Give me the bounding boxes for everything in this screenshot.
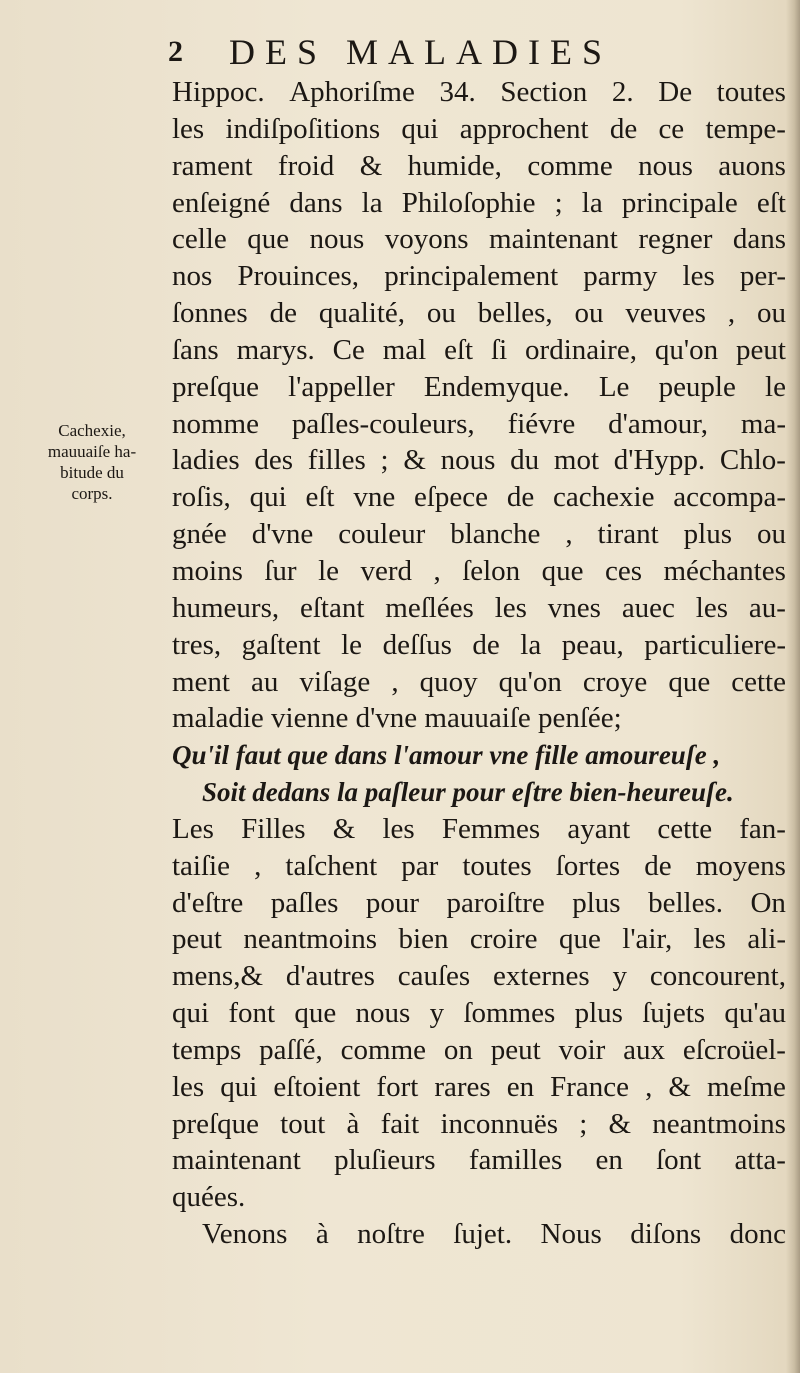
text-line: ladies des filles ; & nous du mot d'Hypp. Chlo- [172, 444, 786, 477]
text-line: Hippoc. Aphoriſme 34. Section 2. De toutes [172, 76, 786, 108]
marginal-note-line: mauuaiſe ha- [47, 442, 137, 461]
marginal-note-line: bitude du [60, 463, 124, 482]
text-line: Venons à noſtre ſujet. Nous diſons donc [202, 1218, 786, 1251]
text-line: Soit dedans la paſleur pour eſtre bien-heureuſe. [202, 777, 734, 808]
text-line: tres, gaſtent le deſſus de la peau, particuliere- [172, 628, 786, 661]
page-number: 2 [168, 35, 183, 68]
text-line: temps paſſé, comme on peut voir aux eſcroüel- [172, 1033, 786, 1066]
text-line: gnée d'vne couleur blanche , tirant plus ou [172, 518, 786, 551]
body-text [172, 74, 786, 1253]
marginal-note [28, 420, 156, 504]
marginal-note-line: Cachexie, [58, 421, 126, 440]
text-line: ment au viſage , quoy qu'on croye que cette [172, 665, 786, 698]
text-line: nomme paſles-couleurs, fiévre d'amour, ma- [172, 407, 786, 440]
running-head: DES MALADIES [229, 32, 613, 72]
text-line: taiſie , taſchent par toutes ſortes de moyens [172, 849, 786, 882]
text-line: Qu'il faut que dans l'amour vne fille amoureuſe , [172, 740, 721, 771]
text-line: qui font que nous y ſommes plus ſujets qu'au [172, 997, 786, 1030]
page-edge-shadow [786, 0, 800, 1373]
text-line: moins ſur le verd , ſelon que ces méchantes [172, 554, 786, 587]
text-line: maladie vienne d'vne mauuaiſe penſée; [172, 702, 622, 735]
text-line: enſeigné dans la Philoſophie ; la principale eſt [172, 186, 786, 219]
text-line: quées. [172, 1181, 246, 1214]
text-line: celle que nous voyons maintenant regner dans [172, 223, 786, 256]
text-line: roſis, qui eſt vne eſpece de cachexie accompa- [172, 481, 786, 514]
text-line: preſque tout à fait inconnuës ; & neantmoins [172, 1107, 786, 1140]
text-line: preſque l'appeller Endemyque. Le peuple le [172, 370, 786, 403]
page-header [168, 30, 768, 74]
text-line: nos Prouinces, principalement parmy les per- [172, 260, 786, 293]
text-line: les qui eſtoient fort rares en France , & meſme [172, 1070, 786, 1103]
text-line: ſonnes de qualité, ou belles, ou veuves , ou [172, 297, 786, 330]
text-line: les indiſpoſitions qui approchent de ce tempe- [172, 112, 786, 145]
text-line: humeurs, eſtant meſlées les vnes auec les au- [172, 591, 786, 624]
text-line: peut neantmoins bien croire que l'air, les ali- [172, 923, 786, 956]
text-line: rament froid & humide, comme nous auons [172, 149, 786, 182]
text-line: ſans marys. Ce mal eſt ſi ordinaire, qu'on peut [172, 333, 786, 366]
text-line: d'eſtre paſles pour paroiſtre plus belles. On [172, 886, 786, 919]
text-line: Les Filles & les Femmes ayant cette fan- [172, 812, 786, 845]
text-line: maintenant pluſieurs familles en ſont atta- [172, 1144, 786, 1177]
text-line: mens,& d'autres cauſes externes y concourent, [172, 960, 786, 993]
marginal-note-line: corps. [71, 484, 113, 503]
